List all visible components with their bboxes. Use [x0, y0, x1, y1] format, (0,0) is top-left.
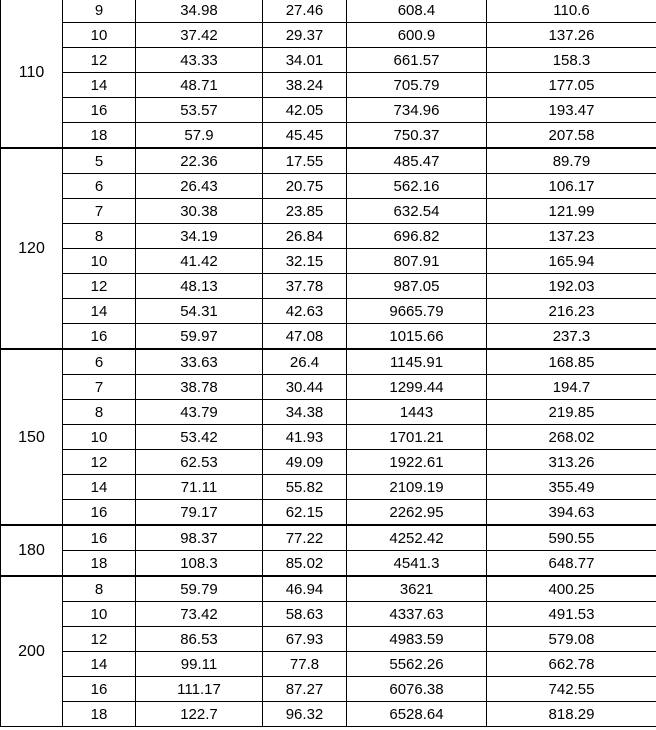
- table-row: [1, 425, 656, 450]
- table-row: [1, 627, 656, 652]
- thickness-cell: 18: [63, 551, 136, 577]
- modulus-cell: 168.85: [487, 349, 656, 375]
- area-cell: 54.31: [136, 299, 263, 324]
- weight-cell: 62.15: [263, 500, 347, 526]
- modulus-cell: 742.55: [487, 677, 656, 702]
- modulus-cell: 579.08: [487, 627, 656, 652]
- table-row: [1, 48, 656, 73]
- modulus-cell: 219.85: [487, 400, 656, 425]
- group-size-cell: 200: [1, 576, 63, 727]
- thickness-cell: 12: [63, 48, 136, 73]
- modulus-cell: 590.55: [487, 525, 656, 551]
- inertia-cell: 600.9: [347, 23, 487, 48]
- weight-cell: 58.63: [263, 602, 347, 627]
- inertia-cell: 1922.61: [347, 450, 487, 475]
- modulus-cell: 177.05: [487, 73, 656, 98]
- area-cell: 53.42: [136, 425, 263, 450]
- weight-cell: 77.22: [263, 525, 347, 551]
- modulus-cell: 106.17: [487, 174, 656, 199]
- area-cell: 71.11: [136, 475, 263, 500]
- area-cell: 79.17: [136, 500, 263, 526]
- thickness-cell: 18: [63, 123, 136, 149]
- area-cell: 34.19: [136, 224, 263, 249]
- table-row: [1, 199, 656, 224]
- table-row: [1, 652, 656, 677]
- table-row: [1, 73, 656, 98]
- table-row: [1, 576, 656, 602]
- weight-cell: 27.46: [263, 0, 347, 23]
- table-row: [1, 123, 656, 149]
- thickness-cell: 9: [63, 0, 136, 23]
- thickness-cell: 16: [63, 324, 136, 350]
- inertia-cell: 807.91: [347, 249, 487, 274]
- thickness-cell: 10: [63, 425, 136, 450]
- modulus-cell: 662.78: [487, 652, 656, 677]
- area-cell: 43.33: [136, 48, 263, 73]
- thickness-cell: 14: [63, 652, 136, 677]
- table-row: [1, 349, 656, 375]
- thickness-cell: 10: [63, 602, 136, 627]
- weight-cell: 29.37: [263, 23, 347, 48]
- modulus-cell: 89.79: [487, 148, 656, 174]
- table-row: [1, 500, 656, 526]
- weight-cell: 49.09: [263, 450, 347, 475]
- weight-cell: 20.75: [263, 174, 347, 199]
- table-row: [1, 525, 656, 551]
- inertia-cell: 4983.59: [347, 627, 487, 652]
- table-row: [1, 0, 656, 23]
- table-row: [1, 249, 656, 274]
- inertia-cell: 734.96: [347, 98, 487, 123]
- inertia-cell: 750.37: [347, 123, 487, 149]
- area-cell: 111.17: [136, 677, 263, 702]
- weight-cell: 47.08: [263, 324, 347, 350]
- table-row: [1, 98, 656, 123]
- modulus-cell: 207.58: [487, 123, 656, 149]
- modulus-cell: 216.23: [487, 299, 656, 324]
- modulus-cell: 158.3: [487, 48, 656, 73]
- table-row: [1, 148, 656, 174]
- inertia-cell: 6528.64: [347, 702, 487, 727]
- inertia-cell: 2109.19: [347, 475, 487, 500]
- inertia-cell: 4337.63: [347, 602, 487, 627]
- area-cell: 37.42: [136, 23, 263, 48]
- table-row: [1, 174, 656, 199]
- weight-cell: 46.94: [263, 576, 347, 602]
- weight-cell: 45.45: [263, 123, 347, 149]
- area-cell: 62.53: [136, 450, 263, 475]
- modulus-cell: 818.29: [487, 702, 656, 727]
- area-cell: 48.13: [136, 274, 263, 299]
- table-body: [1, 0, 656, 727]
- area-cell: 122.7: [136, 702, 263, 727]
- area-cell: 108.3: [136, 551, 263, 577]
- weight-cell: 37.78: [263, 274, 347, 299]
- table-row: [1, 375, 656, 400]
- area-cell: 99.11: [136, 652, 263, 677]
- table-row: [1, 475, 656, 500]
- area-cell: 73.42: [136, 602, 263, 627]
- area-cell: 30.38: [136, 199, 263, 224]
- weight-cell: 32.15: [263, 249, 347, 274]
- thickness-cell: 16: [63, 500, 136, 526]
- area-cell: 53.57: [136, 98, 263, 123]
- weight-cell: 55.82: [263, 475, 347, 500]
- modulus-cell: 110.6: [487, 0, 656, 23]
- modulus-cell: 194.7: [487, 375, 656, 400]
- inertia-cell: 5562.26: [347, 652, 487, 677]
- modulus-cell: 121.99: [487, 199, 656, 224]
- table-row: [1, 299, 656, 324]
- table-row: [1, 602, 656, 627]
- modulus-cell: 165.94: [487, 249, 656, 274]
- table-row: [1, 224, 656, 249]
- inertia-cell: 1701.21: [347, 425, 487, 450]
- table-row: [1, 677, 656, 702]
- weight-cell: 77.8: [263, 652, 347, 677]
- table-row: [1, 324, 656, 350]
- weight-cell: 85.02: [263, 551, 347, 577]
- modulus-cell: 400.25: [487, 576, 656, 602]
- weight-cell: 41.93: [263, 425, 347, 450]
- weight-cell: 30.44: [263, 375, 347, 400]
- thickness-cell: 16: [63, 525, 136, 551]
- thickness-cell: 5: [63, 148, 136, 174]
- inertia-cell: 696.82: [347, 224, 487, 249]
- area-cell: 26.43: [136, 174, 263, 199]
- thickness-cell: 7: [63, 375, 136, 400]
- thickness-cell: 14: [63, 299, 136, 324]
- thickness-cell: 16: [63, 677, 136, 702]
- modulus-cell: 193.47: [487, 98, 656, 123]
- weight-cell: 87.27: [263, 677, 347, 702]
- modulus-cell: 137.23: [487, 224, 656, 249]
- area-cell: 43.79: [136, 400, 263, 425]
- thickness-cell: 14: [63, 475, 136, 500]
- weight-cell: 38.24: [263, 73, 347, 98]
- weight-cell: 23.85: [263, 199, 347, 224]
- modulus-cell: 355.49: [487, 475, 656, 500]
- area-cell: 59.79: [136, 576, 263, 602]
- thickness-cell: 8: [63, 400, 136, 425]
- inertia-cell: 1015.66: [347, 324, 487, 350]
- area-cell: 59.97: [136, 324, 263, 350]
- thickness-cell: 6: [63, 349, 136, 375]
- table-row: [1, 274, 656, 299]
- thickness-cell: 14: [63, 73, 136, 98]
- area-cell: 41.42: [136, 249, 263, 274]
- inertia-cell: 4541.3: [347, 551, 487, 577]
- inertia-cell: 632.54: [347, 199, 487, 224]
- weight-cell: 26.4: [263, 349, 347, 375]
- thickness-cell: 8: [63, 224, 136, 249]
- inertia-cell: 987.05: [347, 274, 487, 299]
- table-row: [1, 702, 656, 727]
- inertia-cell: 3621: [347, 576, 487, 602]
- inertia-cell: 1145.91: [347, 349, 487, 375]
- inertia-cell: 2262.95: [347, 500, 487, 526]
- weight-cell: 42.63: [263, 299, 347, 324]
- thickness-cell: 10: [63, 23, 136, 48]
- weight-cell: 67.93: [263, 627, 347, 652]
- group-size-cell: 180: [1, 525, 63, 576]
- weight-cell: 34.01: [263, 48, 347, 73]
- table-row: [1, 450, 656, 475]
- table-row: [1, 551, 656, 577]
- thickness-cell: 12: [63, 450, 136, 475]
- inertia-cell: 485.47: [347, 148, 487, 174]
- group-size-cell: 150: [1, 349, 63, 525]
- thickness-cell: 7: [63, 199, 136, 224]
- modulus-cell: 268.02: [487, 425, 656, 450]
- inertia-cell: 4252.42: [347, 525, 487, 551]
- modulus-cell: 394.63: [487, 500, 656, 526]
- area-cell: 33.63: [136, 349, 263, 375]
- weight-cell: 17.55: [263, 148, 347, 174]
- inertia-cell: 6076.38: [347, 677, 487, 702]
- inertia-cell: 1299.44: [347, 375, 487, 400]
- weight-cell: 26.84: [263, 224, 347, 249]
- area-cell: 48.71: [136, 73, 263, 98]
- modulus-cell: 237.3: [487, 324, 656, 350]
- group-size-cell: 120: [1, 148, 63, 349]
- thickness-cell: 6: [63, 174, 136, 199]
- modulus-cell: 137.26: [487, 23, 656, 48]
- area-cell: 22.36: [136, 148, 263, 174]
- modulus-cell: 491.53: [487, 602, 656, 627]
- area-cell: 38.78: [136, 375, 263, 400]
- thickness-cell: 18: [63, 702, 136, 727]
- inertia-cell: 661.57: [347, 48, 487, 73]
- thickness-cell: 12: [63, 627, 136, 652]
- weight-cell: 96.32: [263, 702, 347, 727]
- inertia-cell: 562.16: [347, 174, 487, 199]
- modulus-cell: 192.03: [487, 274, 656, 299]
- group-size-cell: 110: [1, 0, 63, 148]
- weight-cell: 42.05: [263, 98, 347, 123]
- area-cell: 34.98: [136, 0, 263, 23]
- thickness-cell: 12: [63, 274, 136, 299]
- area-cell: 86.53: [136, 627, 263, 652]
- thickness-cell: 8: [63, 576, 136, 602]
- thickness-cell: 16: [63, 98, 136, 123]
- inertia-cell: 1443: [347, 400, 487, 425]
- area-cell: 57.9: [136, 123, 263, 149]
- inertia-cell: 705.79: [347, 73, 487, 98]
- thickness-cell: 10: [63, 249, 136, 274]
- area-cell: 98.37: [136, 525, 263, 551]
- weight-cell: 34.38: [263, 400, 347, 425]
- inertia-cell: 9665.79: [347, 299, 487, 324]
- table-row: [1, 400, 656, 425]
- inertia-cell: 608.4: [347, 0, 487, 23]
- table-row: [1, 23, 656, 48]
- modulus-cell: 648.77: [487, 551, 656, 577]
- modulus-cell: 313.26: [487, 450, 656, 475]
